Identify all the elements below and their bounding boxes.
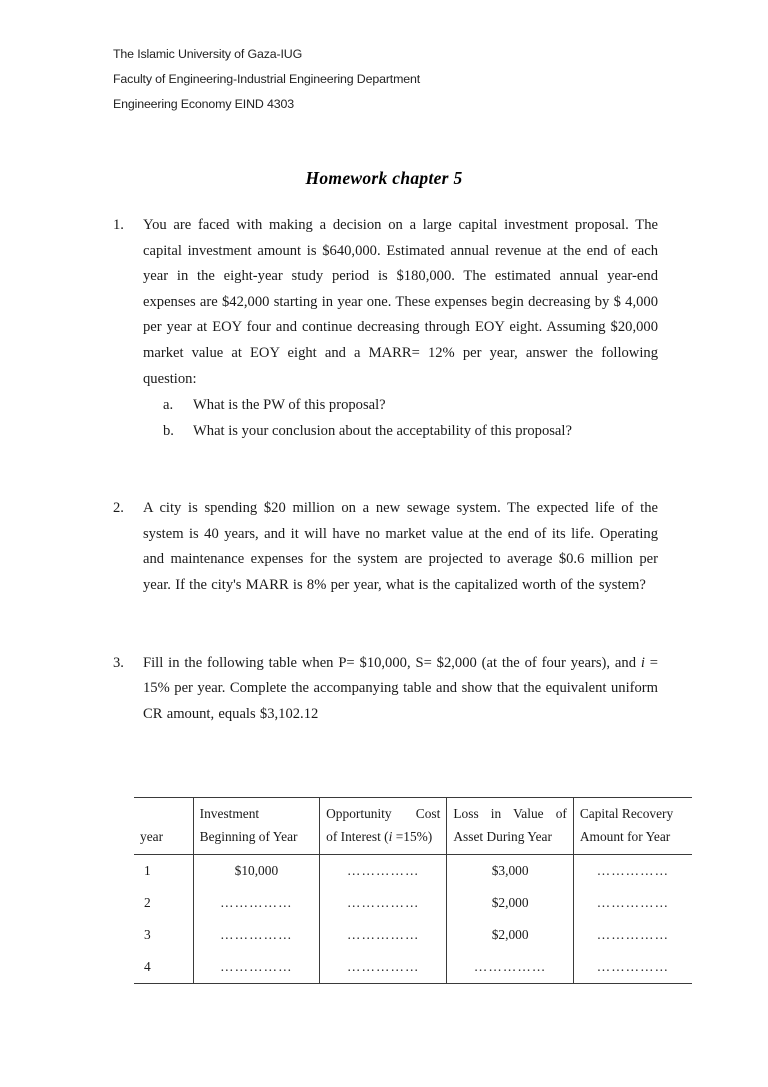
- table-header-capital-line1: Capital Recovery: [579, 806, 674, 821]
- question-1-subitems: [143, 392, 658, 444]
- table-header-year-label: year: [140, 829, 164, 844]
- letterhead-line-university: The Islamic University of Gaza-IUG: [113, 47, 303, 61]
- cell-opportunity: ……………: [320, 855, 447, 888]
- table-header-row: [134, 798, 692, 855]
- cell-investment: ……………: [193, 951, 319, 984]
- capital-recovery-table: [134, 797, 692, 984]
- capital-recovery-table-wrapper: [134, 797, 692, 984]
- table-body: [134, 855, 692, 984]
- cell-loss: ……………: [447, 951, 573, 984]
- cell-year: 2: [144, 895, 151, 910]
- table-row: [134, 855, 692, 888]
- cell-capital: ……………: [573, 919, 692, 951]
- question-number-3: 3.: [113, 654, 124, 671]
- table-header-capital-recovery: [573, 798, 692, 855]
- table-row: [134, 887, 692, 919]
- cell-opportunity: ……………: [320, 887, 447, 919]
- subitem-a-label: a.: [163, 397, 174, 414]
- letterhead: [113, 42, 673, 117]
- cell-year: 1: [144, 863, 151, 878]
- cell-capital: ……………: [573, 951, 692, 984]
- table-row: [134, 919, 692, 951]
- subitem-b-text: What is your conclusion about the acceptability of this proposal?: [193, 423, 572, 440]
- question-1-subitem-a: [163, 392, 658, 418]
- table-header-capital-line2: Amount for Year: [579, 829, 671, 844]
- question-item-1: [113, 213, 658, 444]
- question-text-2: A city is spending $20 million on a new sewage system. The expected life of the system is 40 years, and it will have no market value at the end of its life. Operating and maintenance expenses for the system are projected to average $0.6 million per year. If the city's MARR is 8% per year, what is the capitalized worth of the system?: [143, 500, 658, 593]
- question-number-1: 1.: [113, 217, 124, 233]
- table-header-opportunity-cost: [320, 798, 447, 855]
- table-header-investment-line1: Investment: [199, 806, 260, 821]
- cell-year: 3: [144, 927, 151, 942]
- cell-loss: $3,000: [447, 855, 573, 888]
- subitem-b-label: b.: [163, 423, 174, 440]
- spacer-between-q1-q2: [113, 444, 658, 496]
- table-header-loss-line2: Asset During Year: [453, 829, 552, 844]
- question-3-text-part2: = 15% per year. Complete the accompanying table and show that the equivalent uniform CR amount, equals $3,102.12: [143, 654, 658, 722]
- question-item-3: [113, 651, 658, 728]
- opportunity-line2-post: =15%): [392, 829, 433, 844]
- question-number-2: 2.: [113, 500, 124, 517]
- letterhead-line-course: Engineering Economy EIND 4303: [113, 97, 294, 111]
- question-list: [113, 213, 658, 727]
- cell-investment: ……………: [193, 887, 319, 919]
- table-header-loss-line1: Loss in Value of: [453, 806, 567, 821]
- table-header-investment: [193, 798, 319, 855]
- spacer-between-q2-q3: [113, 599, 658, 651]
- table-head: [134, 798, 692, 855]
- cell-investment: $10,000: [193, 855, 319, 888]
- cell-capital: ……………: [573, 855, 692, 888]
- table-header-opportunity-line2: [326, 825, 440, 848]
- question-text-3: [143, 651, 658, 728]
- page-title: Homework chapter 5: [305, 168, 463, 188]
- cell-investment: ……………: [193, 919, 319, 951]
- cell-loss: $2,000: [447, 919, 573, 951]
- opportunity-line2-pre: of Interest (: [326, 829, 389, 844]
- opportunity-symbol-i: i: [388, 829, 393, 844]
- table-header-year: [134, 798, 193, 855]
- question-3-symbol-i: i: [640, 654, 645, 671]
- cell-opportunity: ……………: [320, 951, 447, 984]
- question-item-2: [113, 496, 658, 598]
- cell-loss: $2,000: [447, 887, 573, 919]
- letterhead-line-faculty: Faculty of Engineering-Industrial Engineering Department: [113, 72, 421, 86]
- table-header-loss-in-value: [447, 798, 573, 855]
- question-1-subitem-b: [163, 418, 658, 444]
- cell-year: 4: [144, 959, 151, 974]
- table-header-opportunity-line1: Opportunity Cost: [326, 806, 441, 821]
- question-3-text-part1: Fill in the following table when P= $10,000, S= $2,000 (at the of four years), and: [143, 654, 641, 671]
- cell-capital: ……………: [573, 887, 692, 919]
- cell-opportunity: ……………: [320, 919, 447, 951]
- table-row: [134, 951, 692, 984]
- subitem-a-text: What is the PW of this proposal?: [193, 397, 386, 414]
- question-text-1: You are faced with making a decision on a large capital investment proposal. The capital investment amount is $640,000. Estimated annual revenue at the end of each year in the eight-year study period is $180,000. The estimated annual year-end expenses are $42,000 starting in year one. These expenses begin decreasing by $ 4,000 per year at EOY four and continue decreasing through EOY eight. Assuming $20,000 market value at EOY eight and a MARR= 12% per year, answer the following question:: [143, 217, 658, 387]
- table-header-investment-line2: Beginning of Year: [199, 829, 298, 844]
